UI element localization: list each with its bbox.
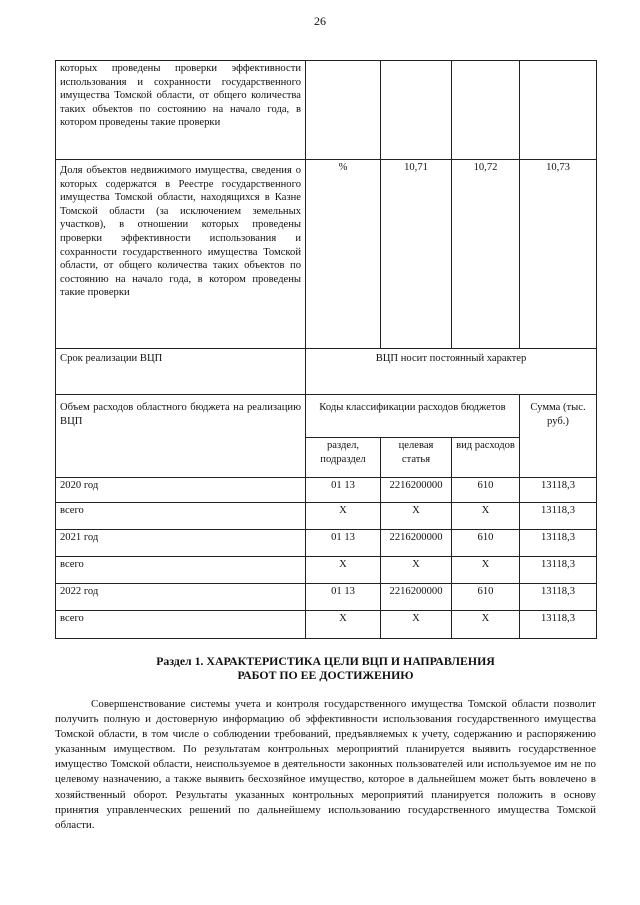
indicator-row-continued bbox=[56, 61, 597, 160]
total-label: всего bbox=[56, 557, 306, 584]
type-code: X bbox=[452, 557, 520, 584]
total-label: всего bbox=[56, 611, 306, 639]
sum-value: 13118,3 bbox=[520, 584, 597, 611]
type-code: X bbox=[452, 611, 520, 639]
term-label: Срок реализации ВЦП bbox=[56, 349, 306, 395]
indicator-text: которых проведены проверки эффективности использования и сохранности государственного имущества Томской области, от общего количества таких объектов по состоянию на начало года, в котором проведены такие проверки bbox=[56, 61, 306, 160]
target-code: 2216200000 bbox=[381, 530, 452, 557]
table-row bbox=[56, 530, 597, 557]
codes-header: Коды классификации расходов бюджетов bbox=[306, 395, 520, 438]
type-code: X bbox=[452, 503, 520, 530]
year-label: 2022 год bbox=[56, 584, 306, 611]
sum-value: 13118,3 bbox=[520, 478, 597, 503]
table-row bbox=[56, 611, 597, 639]
sum-value: 13118,3 bbox=[520, 557, 597, 584]
total-label: всего bbox=[56, 503, 306, 530]
section-paragraph: Совершенствование системы учета и контроля государственного имущества Томской области позволит получить полную и достоверную информацию об эффективности использования государственного имущества Томской области, в том числе о соблюдении требований, предъявляемых к учету, содержанию и распоряжению указанным имуществом. По результатам контрольных мероприятий планируется выявить государственное имущество Томской области, неиспользуемое в деятельности законных пользователей или используемое им не по целевому назначению, а также выявить бесхозяйное имущество, которое в дальнейшем может быть вовлечено в хозяйственный оборот. Результаты указанных контрольных мероприятий планируется положить в основу принятия управленческих решений по дальнейшему использованию государственного имущества Томской области. bbox=[55, 698, 596, 831]
section-code: 01 13 bbox=[306, 584, 381, 611]
expenses-label: Объем расходов областного бюджета на реализацию ВЦП bbox=[56, 395, 306, 478]
year-label: 2021 год bbox=[56, 530, 306, 557]
type-code-header: вид расходов bbox=[452, 438, 520, 478]
sum-header: Сумма (тыс. руб.) bbox=[520, 395, 597, 478]
target-code: X bbox=[381, 611, 452, 639]
program-passport-table bbox=[55, 60, 597, 639]
table-row bbox=[56, 584, 597, 611]
indicator-value-2021 bbox=[452, 61, 520, 160]
term-row bbox=[56, 349, 597, 395]
target-code: X bbox=[381, 557, 452, 584]
target-code-header: целевая статья bbox=[381, 438, 452, 478]
section-code: 01 13 bbox=[306, 478, 381, 503]
term-value: ВЦП носит постоянный характер bbox=[306, 349, 597, 395]
section-code: X bbox=[306, 611, 381, 639]
indicator-value-2020 bbox=[381, 61, 452, 160]
page-number: 26 bbox=[314, 14, 326, 28]
section-code-header: раздел, подраздел bbox=[306, 438, 381, 478]
year-label: 2020 год bbox=[56, 478, 306, 503]
type-code: 610 bbox=[452, 478, 520, 503]
section-code: X bbox=[306, 503, 381, 530]
sum-value: 13118,3 bbox=[520, 503, 597, 530]
indicator-text: Доля объектов недвижимого имущества, сведения о которых содержатся в Реестре государственного имущества Томской области, находящихся в Казне Томской области (за исключением земельных участков), в отношении которых проведены проверки эффективности использования и сохранности государственного имущества Томской области, от общего количества таких объектов по состоянию на начало года, в котором проведены такие проверки bbox=[56, 160, 306, 349]
sum-value: 13118,3 bbox=[520, 611, 597, 639]
table-row bbox=[56, 557, 597, 584]
indicator-value-2020: 10,71 bbox=[381, 160, 452, 349]
indicator-row-real-estate bbox=[56, 160, 597, 349]
indicator-value-2022: 10,73 bbox=[520, 160, 597, 349]
section-heading-line-2: РАБОТ ПО ЕЕ ДОСТИЖЕНИЮ bbox=[237, 668, 414, 682]
expenses-header-row bbox=[56, 395, 597, 438]
section-code: X bbox=[306, 557, 381, 584]
table-row bbox=[56, 503, 597, 530]
section-code: 01 13 bbox=[306, 530, 381, 557]
target-code: X bbox=[381, 503, 452, 530]
target-code: 2216200000 bbox=[381, 478, 452, 503]
indicator-unit: % bbox=[306, 160, 381, 349]
indicator-unit bbox=[306, 61, 381, 160]
indicator-value-2021: 10,72 bbox=[452, 160, 520, 349]
table-row bbox=[56, 478, 597, 503]
target-code: 2216200000 bbox=[381, 584, 452, 611]
section-heading-line-1: Раздел 1. ХАРАКТЕРИСТИКА ЦЕЛИ ВЦП И НАПРАВЛЕНИЯ bbox=[156, 654, 495, 668]
section-heading bbox=[55, 654, 596, 682]
sum-value: 13118,3 bbox=[520, 530, 597, 557]
type-code: 610 bbox=[452, 584, 520, 611]
type-code: 610 bbox=[452, 530, 520, 557]
indicator-value-2022 bbox=[520, 61, 597, 160]
